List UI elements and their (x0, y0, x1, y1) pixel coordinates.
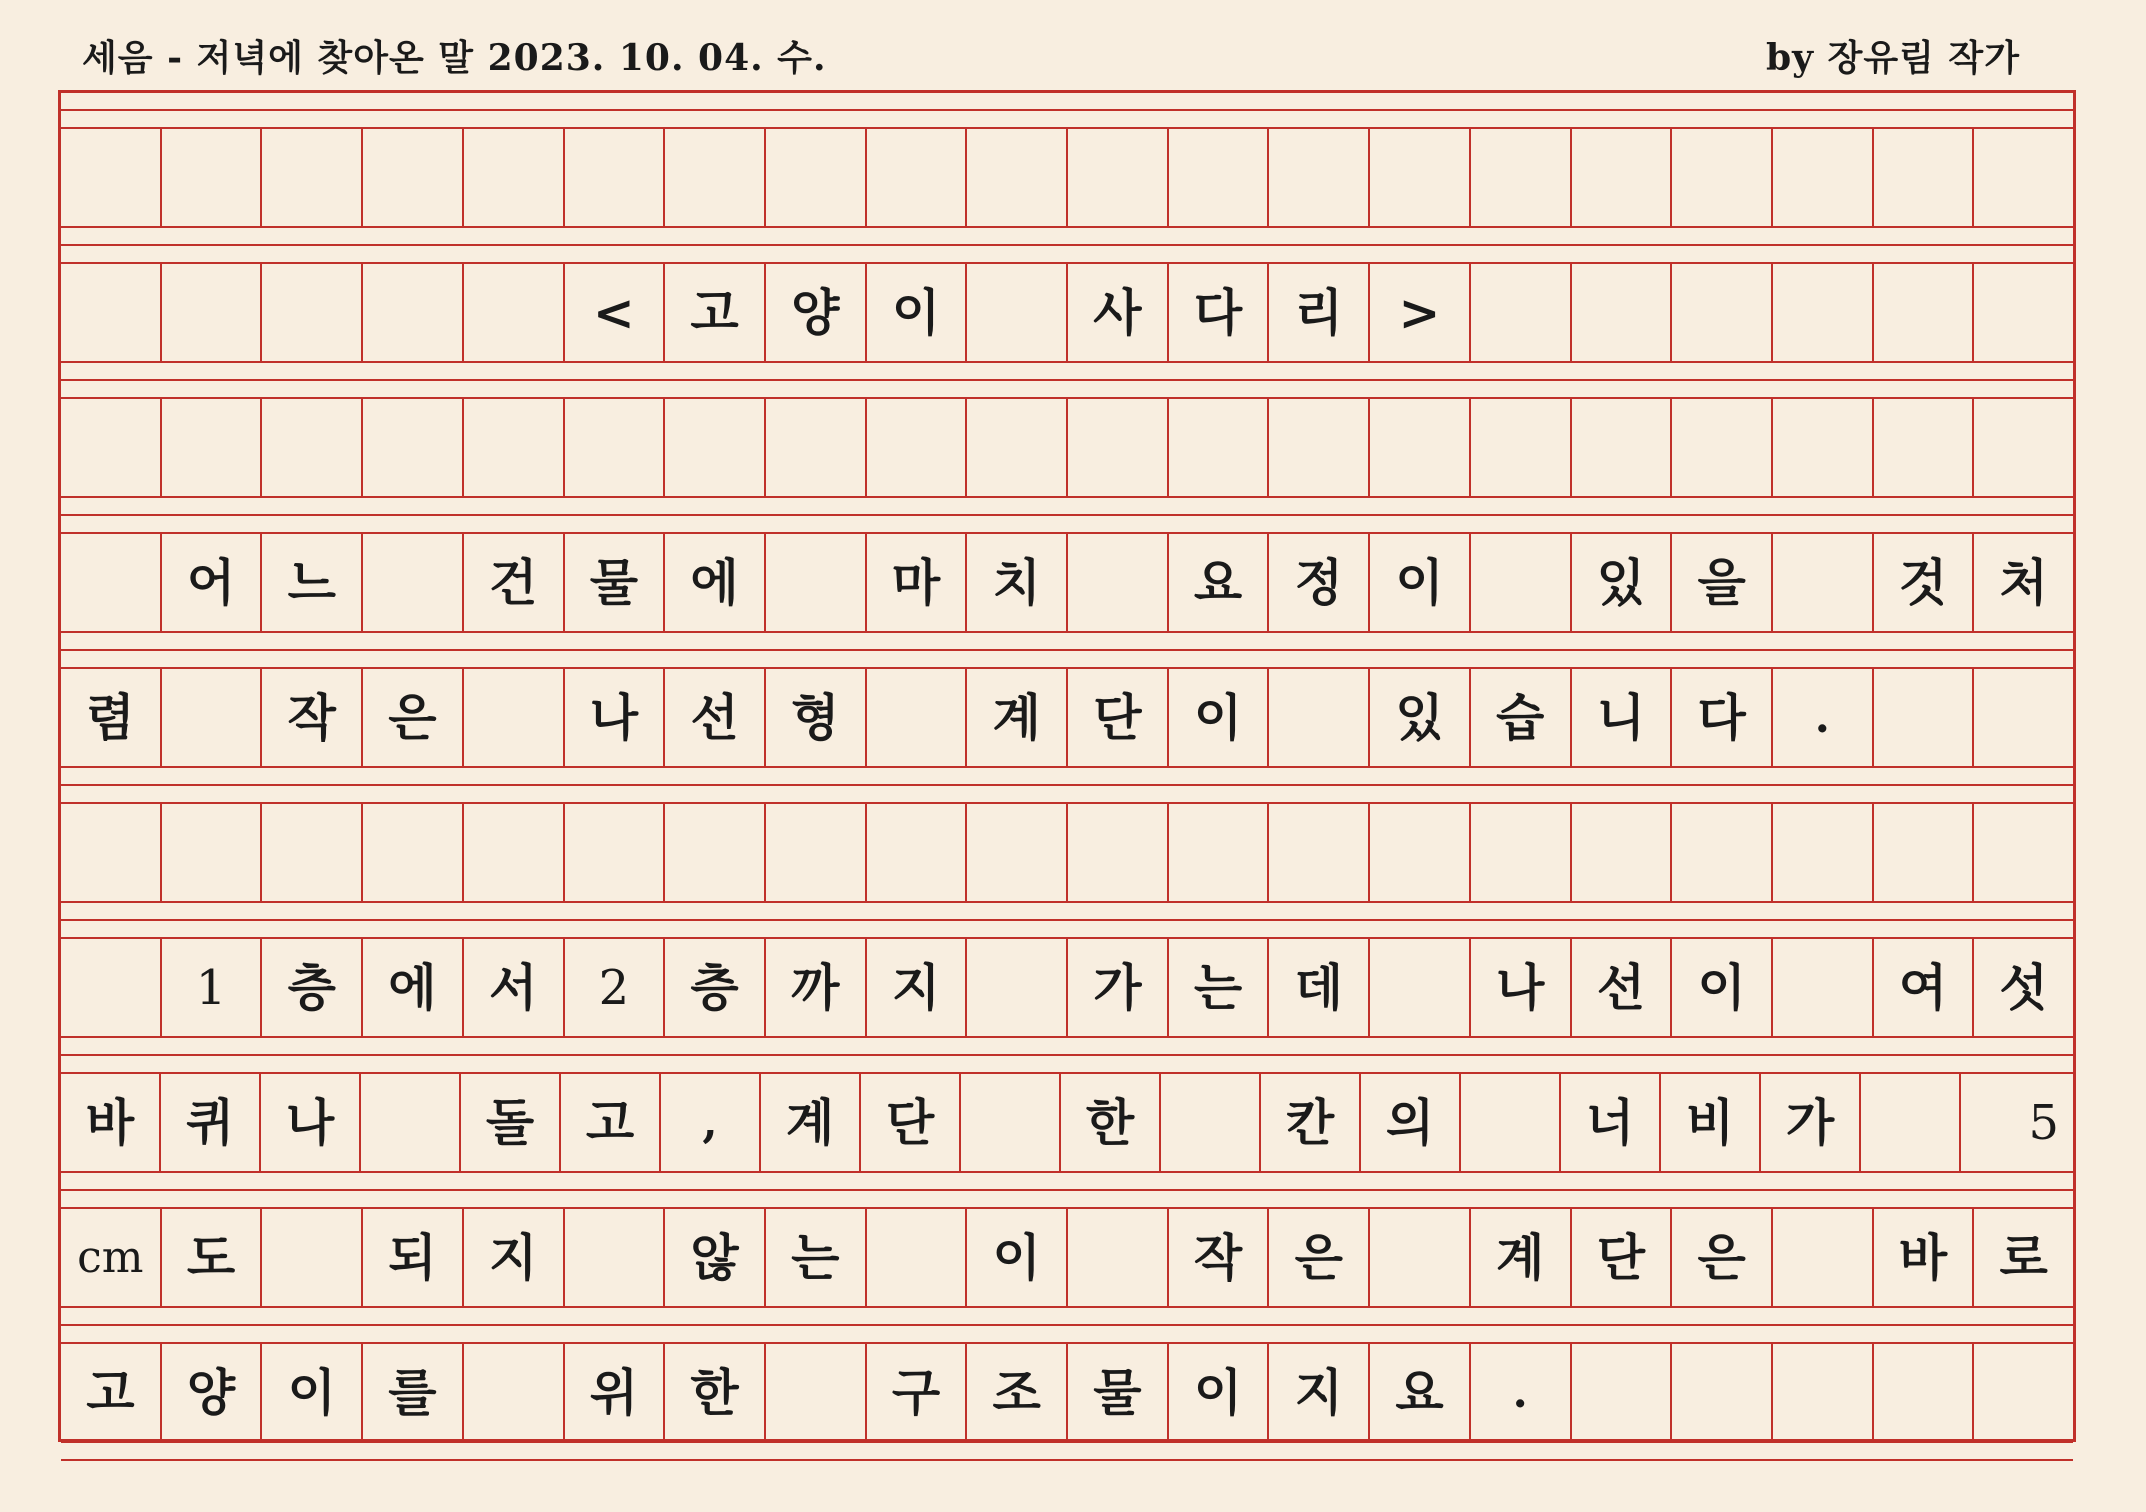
grid-cell (1066, 399, 1167, 496)
grid-cell (1771, 1209, 1872, 1306)
grid-cell (1872, 669, 1973, 766)
grid-cell: 바 (85, 1092, 135, 1152)
grid-cell (1972, 804, 2073, 901)
grid-cell: 이 (1167, 1344, 1268, 1441)
grid-cell (1771, 264, 1872, 361)
grid-cell: 는 (764, 1209, 865, 1306)
grid-cell (764, 1344, 865, 1441)
grid-cell (1469, 399, 1570, 496)
grid-row (61, 667, 2073, 768)
grid-cell (1167, 804, 1268, 901)
grid-cell (160, 129, 261, 226)
grid-cell (865, 129, 966, 226)
grid-cell: 계 (759, 1074, 859, 1171)
grid-cell (1771, 129, 1872, 226)
grid-cell: 습 (1469, 669, 1570, 766)
grid-cell (1570, 264, 1671, 361)
grid-cell: 이 (865, 264, 966, 361)
grid-cell: 작 (1167, 1209, 1268, 1306)
grid-cell: 데 (1267, 939, 1368, 1036)
grid-cell: 양 (160, 1344, 261, 1441)
grid-cell (1771, 399, 1872, 496)
manuscript-grid-sheet (58, 90, 2076, 1442)
grid-cell: 단 (1570, 1209, 1671, 1306)
grid-cell (61, 939, 160, 1036)
grid-row (61, 532, 2073, 633)
grid-cell (61, 129, 160, 226)
grid-row (61, 397, 2073, 498)
grid-cell: , (659, 1074, 759, 1171)
grid-cell (1570, 1344, 1671, 1441)
row-gap-band (61, 498, 2073, 532)
grid-cell (160, 399, 261, 496)
grid-cell: 어 (160, 534, 261, 631)
grid-cell (865, 804, 966, 901)
grid-cell (359, 1074, 459, 1171)
grid-cell (462, 399, 563, 496)
grid-cell (563, 1209, 664, 1306)
grid-cell (1469, 534, 1570, 631)
grid-cell (1872, 264, 1973, 361)
grid-cell (160, 264, 261, 361)
grid-cell: 처 (1972, 534, 2073, 631)
grid-cell: 이 (260, 1344, 361, 1441)
grid-cell: 섯 (1972, 939, 2073, 1036)
grid-cell (1972, 399, 2073, 496)
grid-cell (1066, 534, 1167, 631)
grid-cell: 위 (563, 1344, 664, 1441)
grid-cell: 1 (160, 939, 261, 1036)
grid-cell: 가 (1066, 939, 1167, 1036)
row-gap-band (61, 363, 2073, 397)
grid-cell: 느 (260, 534, 361, 631)
grid-cell: 고 (86, 1362, 135, 1422)
grid-cell (1570, 129, 1671, 226)
grid-cell: 에 (361, 939, 462, 1036)
row-gap-band (61, 1308, 2073, 1342)
grid-cell (260, 399, 361, 496)
grid-cell: 물 (1066, 1344, 1167, 1441)
grid-cell: 너 (1559, 1074, 1659, 1171)
grid-cell (1159, 1074, 1259, 1171)
grid-cell (965, 399, 1066, 496)
grid-cell (1771, 939, 1872, 1036)
grid-cell: 마 (865, 534, 966, 631)
grid-cell: 요 (1167, 534, 1268, 631)
grid-cell: 가 (1759, 1074, 1859, 1171)
grid-cell (61, 534, 160, 631)
grid-cell: 작 (260, 669, 361, 766)
grid-cell (965, 264, 1066, 361)
grid-cell (1670, 399, 1771, 496)
grid-cell: 치 (965, 534, 1066, 631)
grid-cell (1670, 804, 1771, 901)
grid-cell (563, 129, 664, 226)
grid-cell: 2 (563, 939, 664, 1036)
grid-cell: 나 (259, 1074, 359, 1171)
row-gap-band (61, 903, 2073, 937)
grid-cell (462, 804, 563, 901)
grid-cell (865, 669, 966, 766)
grid-cell (361, 129, 462, 226)
row-gap-band (61, 228, 2073, 262)
grid-cell (61, 804, 160, 901)
grid-cell: 다 (1167, 264, 1268, 361)
grid-cell: 이 (1670, 939, 1771, 1036)
grid-cell: 이 (1167, 669, 1268, 766)
grid-cell: 여 (1872, 939, 1973, 1036)
grid-cell (260, 129, 361, 226)
row-gap-band (61, 633, 2073, 667)
grid-cell: 있 (1570, 534, 1671, 631)
grid-cell: 를 (361, 1344, 462, 1441)
grid-cell: 렴 (86, 687, 135, 747)
grid-row (61, 802, 2073, 903)
grid-cell (1872, 129, 1973, 226)
grid-cell: 건 (462, 534, 563, 631)
grid-cell (1570, 804, 1671, 901)
grid-cell: 층 (260, 939, 361, 1036)
grid-cell (462, 1344, 563, 1441)
grid-cell (1972, 669, 2073, 766)
grid-cell (462, 264, 563, 361)
grid-cell (1368, 804, 1469, 901)
grid-cell (1267, 399, 1368, 496)
grid-row (61, 937, 2073, 1038)
grid-cell (764, 399, 865, 496)
grid-cell (1670, 1344, 1771, 1441)
grid-cell (1368, 1209, 1469, 1306)
grid-cell (1972, 264, 2073, 361)
grid-cell (1066, 1209, 1167, 1306)
grid-cell (61, 399, 160, 496)
header-author: by 장유림 작가 (1765, 37, 2020, 79)
grid-cell: 층 (663, 939, 764, 1036)
grid-cell: 단 (1066, 669, 1167, 766)
grid-row (61, 1207, 2073, 1308)
row-gap-band (61, 1443, 2073, 1477)
grid-cell: 이 (1368, 534, 1469, 631)
grid-cell (1872, 399, 1973, 496)
header-date-title: 세음 - 저녁에 찾아온 말 2023. 10. 04. 수. (82, 37, 827, 79)
grid-cell: 칸 (1259, 1074, 1359, 1171)
grid-cell (1771, 534, 1872, 631)
grid-cell (1267, 804, 1368, 901)
grid-cell (1066, 129, 1167, 226)
grid-cell: 에 (663, 534, 764, 631)
grid-cell: 나 (1469, 939, 1570, 1036)
grid-cell: 고 (559, 1074, 659, 1171)
grid-cell: 고 (663, 264, 764, 361)
grid-cell (965, 939, 1066, 1036)
grid-cell (260, 1209, 361, 1306)
grid-cell (764, 534, 865, 631)
grid-cell (1167, 129, 1268, 226)
grid-cell (663, 399, 764, 496)
grid-cell (764, 129, 865, 226)
grid-cell: 한 (663, 1344, 764, 1441)
grid-cell: 도 (160, 1209, 261, 1306)
grid-cell: 지 (865, 939, 966, 1036)
grid-cell (563, 804, 664, 901)
grid-cell: 계 (1469, 1209, 1570, 1306)
grid-cell (1469, 129, 1570, 226)
grid-cell (361, 804, 462, 901)
grid-cell: 서 (462, 939, 563, 1036)
grid-cell (1368, 939, 1469, 1036)
grid-cell: 있 (1368, 669, 1469, 766)
grid-cell (361, 264, 462, 361)
grid-cell: 계 (965, 669, 1066, 766)
grid-cell: 단 (859, 1074, 959, 1171)
grid-cell: 지 (462, 1209, 563, 1306)
grid-cell (1066, 804, 1167, 901)
grid-cell (1459, 1074, 1559, 1171)
grid-cell: 을 (1670, 534, 1771, 631)
grid-cell (1872, 804, 1973, 901)
grid-cell: 돌 (459, 1074, 559, 1171)
grid-cell: 물 (563, 534, 664, 631)
row-gap-band (61, 93, 2073, 127)
grid-cell (663, 804, 764, 901)
grid-cell (1771, 1344, 1872, 1441)
grid-cell (1670, 264, 1771, 361)
grid-cell: 조 (965, 1344, 1066, 1441)
grid-cell (361, 534, 462, 631)
grid-cell (462, 669, 563, 766)
grid-cell: 리 (1267, 264, 1368, 361)
grid-cell (1972, 1344, 2073, 1441)
grid-cell: 의 (1359, 1074, 1459, 1171)
grid-cell: 퀴 (159, 1074, 259, 1171)
grid-cell: 되 (361, 1209, 462, 1306)
grid-cell (1972, 129, 2073, 226)
grid-cell: 는 (1167, 939, 1268, 1036)
grid-cell (1570, 399, 1671, 496)
grid-cell: 사 (1066, 264, 1167, 361)
grid-row (61, 1072, 2073, 1173)
grid-cell: 형 (764, 669, 865, 766)
row-gap-band (61, 1038, 2073, 1072)
grid-cell (260, 264, 361, 361)
grid-cell (1368, 399, 1469, 496)
grid-cell (959, 1074, 1059, 1171)
grid-cell (1267, 669, 1368, 766)
grid-cell: . (1469, 1344, 1570, 1441)
grid-cell (1859, 1074, 1959, 1171)
grid-cell: 한 (1059, 1074, 1159, 1171)
grid-cell: 로 (1972, 1209, 2073, 1306)
grid-cell: < (563, 264, 664, 361)
row-gap-band (61, 1173, 2073, 1207)
grid-cell: 은 (1670, 1209, 1771, 1306)
grid-cell (1267, 129, 1368, 226)
grid-row (61, 262, 2073, 363)
grid-cell (965, 129, 1066, 226)
grid-cell (663, 129, 764, 226)
grid-cell (1368, 129, 1469, 226)
grid-cell (1469, 264, 1570, 361)
grid-cell: cm (77, 1231, 144, 1283)
grid-cell: 것 (1872, 534, 1973, 631)
grid-cell: 다 (1670, 669, 1771, 766)
grid-cell: 구 (865, 1344, 966, 1441)
grid-cell: 까 (764, 939, 865, 1036)
grid-cell: 양 (764, 264, 865, 361)
grid-cell (563, 399, 664, 496)
grid-cell: 은 (361, 669, 462, 766)
grid-cell: 선 (1570, 939, 1671, 1036)
grid-row (61, 127, 2073, 228)
grid-row (61, 1342, 2073, 1443)
grid-cell (865, 1209, 966, 1306)
grid-cell: 요 (1368, 1344, 1469, 1441)
grid-cell: 선 (663, 669, 764, 766)
grid-cell (764, 804, 865, 901)
grid-cell: > (1368, 264, 1469, 361)
grid-cell: 지 (1267, 1344, 1368, 1441)
row-gap-band (61, 768, 2073, 802)
grid-cell: 않 (663, 1209, 764, 1306)
grid-cell (865, 399, 966, 496)
grid-cell: 정 (1267, 534, 1368, 631)
grid-cell (965, 804, 1066, 901)
grid-cell: 비 (1659, 1074, 1759, 1171)
grid-cell: . (1771, 669, 1872, 766)
grid-cell: 바 (1872, 1209, 1973, 1306)
grid-cell (361, 399, 462, 496)
grid-cell (1872, 1344, 1973, 1441)
grid-cell (462, 129, 563, 226)
grid-cell: 5 (1959, 1074, 2073, 1171)
grid-cell: 은 (1267, 1209, 1368, 1306)
grid-cell (160, 669, 261, 766)
grid-cell (1167, 399, 1268, 496)
grid-cell (260, 804, 361, 901)
grid-cell (1670, 129, 1771, 226)
grid-cell (160, 804, 261, 901)
grid-cell: 나 (563, 669, 664, 766)
grid-cell: 이 (965, 1209, 1066, 1306)
grid-cell (1771, 804, 1872, 901)
grid-cell: 니 (1570, 669, 1671, 766)
grid-cell (61, 264, 160, 361)
grid-cell (1469, 804, 1570, 901)
